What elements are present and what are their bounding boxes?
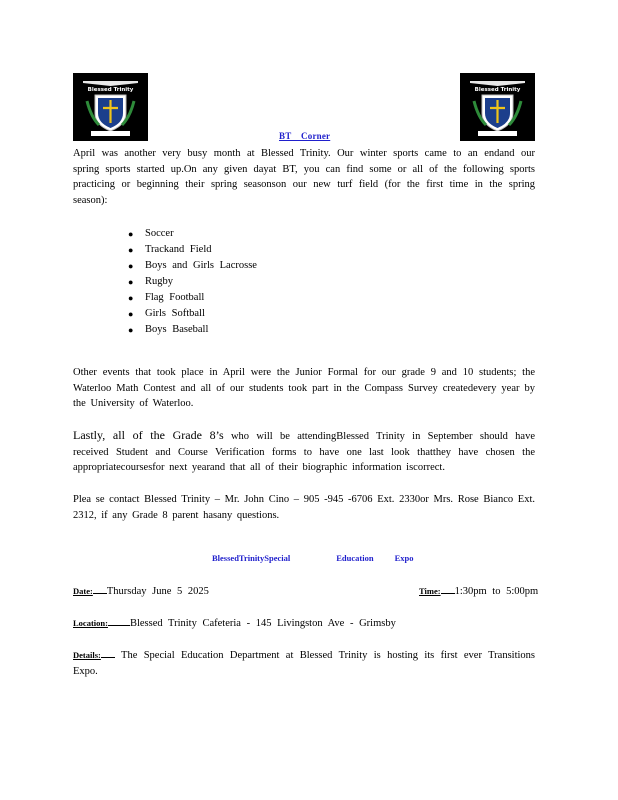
crest-banner-text: Blessed Trinity — [474, 87, 521, 93]
details-value: The Special Education Department at Blessed Trinity is hosting its first ever Transitions Expo. — [73, 650, 536, 677]
expo-location-row — [73, 616, 396, 632]
bullet-icon: ● — [128, 293, 134, 303]
school-logo-left — [73, 73, 148, 141]
list-item: ● Rugby — [128, 274, 257, 290]
bullet-icon: ● — [128, 245, 134, 255]
date-value: Thursday June 5 2025 — [106, 586, 209, 597]
school-logo-right — [460, 73, 535, 141]
list-item: ● Girls Softball — [128, 306, 257, 322]
expo-details-row — [73, 648, 535, 679]
bullet-icon: ● — [128, 229, 134, 239]
time-label: Time: — [419, 586, 441, 596]
list-item: ● Trackand Field — [128, 242, 257, 258]
list-item: ● Boys and Girls Lacrosse — [128, 258, 257, 274]
contact-paragraph: Plea se contact Blessed Trinity – Mr. John Cino – 905 -945 -6706 Ext. 2330or Mrs. Rose Bianco Ext. 2312, if any Grade 8 parent hasany questions. — [73, 494, 535, 521]
bt-corner-heading: BT Corner — [279, 131, 331, 141]
date-label: Date: — [73, 586, 93, 596]
bullet-icon: ● — [128, 309, 134, 319]
bullet-icon: ● — [128, 277, 134, 287]
crest-banner-text: Blessed Trinity — [87, 87, 134, 93]
location-value: Blessed Trinity Cafeteria - 145 Livingston Ave - Grimsby — [129, 618, 396, 629]
details-label: Details: — [73, 650, 101, 660]
crest-icon — [73, 73, 148, 141]
bullet-icon: ● — [128, 325, 134, 335]
events-lead-text: Other — [73, 367, 97, 378]
list-item: ● Soccer — [128, 226, 257, 242]
location-label: Location: — [73, 618, 108, 628]
bullet-icon: ● — [128, 261, 134, 271]
expo-time-row — [419, 584, 538, 600]
grade8-lead-text: Lastly, all of the Grade 8’s — [73, 428, 224, 442]
time-value: 1:30pm to 5:00pm — [454, 586, 539, 597]
expo-date-row — [73, 584, 209, 600]
list-item: ● Flag Football — [128, 290, 257, 306]
list-item: ● Boys Baseball — [128, 322, 257, 338]
crest-icon — [460, 73, 535, 141]
grade8-paragraph — [73, 428, 535, 476]
spring-sports-list — [128, 226, 257, 338]
sports-intro-paragraph: April was another very busy month at Blessed Trinity. Our winter sports came to an endand our spring sports started up.On any given dayat BT, you can find some or all of the following sports practicing or beginning their spring seasonson our new turf field (for the first time in the spring season): — [73, 148, 535, 206]
april-events-paragraph — [73, 365, 535, 412]
grade8-text: who will be attendingBlessed Trinity in September should have received Student and Course Verification forms to have one last look thatthey have chosen the appropriatecoursesfor next yearand that all of their biographic information iscorrect. — [73, 431, 535, 473]
events-text: events that took place in April were the Junior Formal for our grade 9 and 10 students; the Waterloo Math Contest and all of our students took part in the Compass Survey createdevery year by the University of Waterloo. — [73, 367, 535, 409]
expo-heading: BlessedTrinitySpecial Education Expo — [212, 553, 414, 563]
